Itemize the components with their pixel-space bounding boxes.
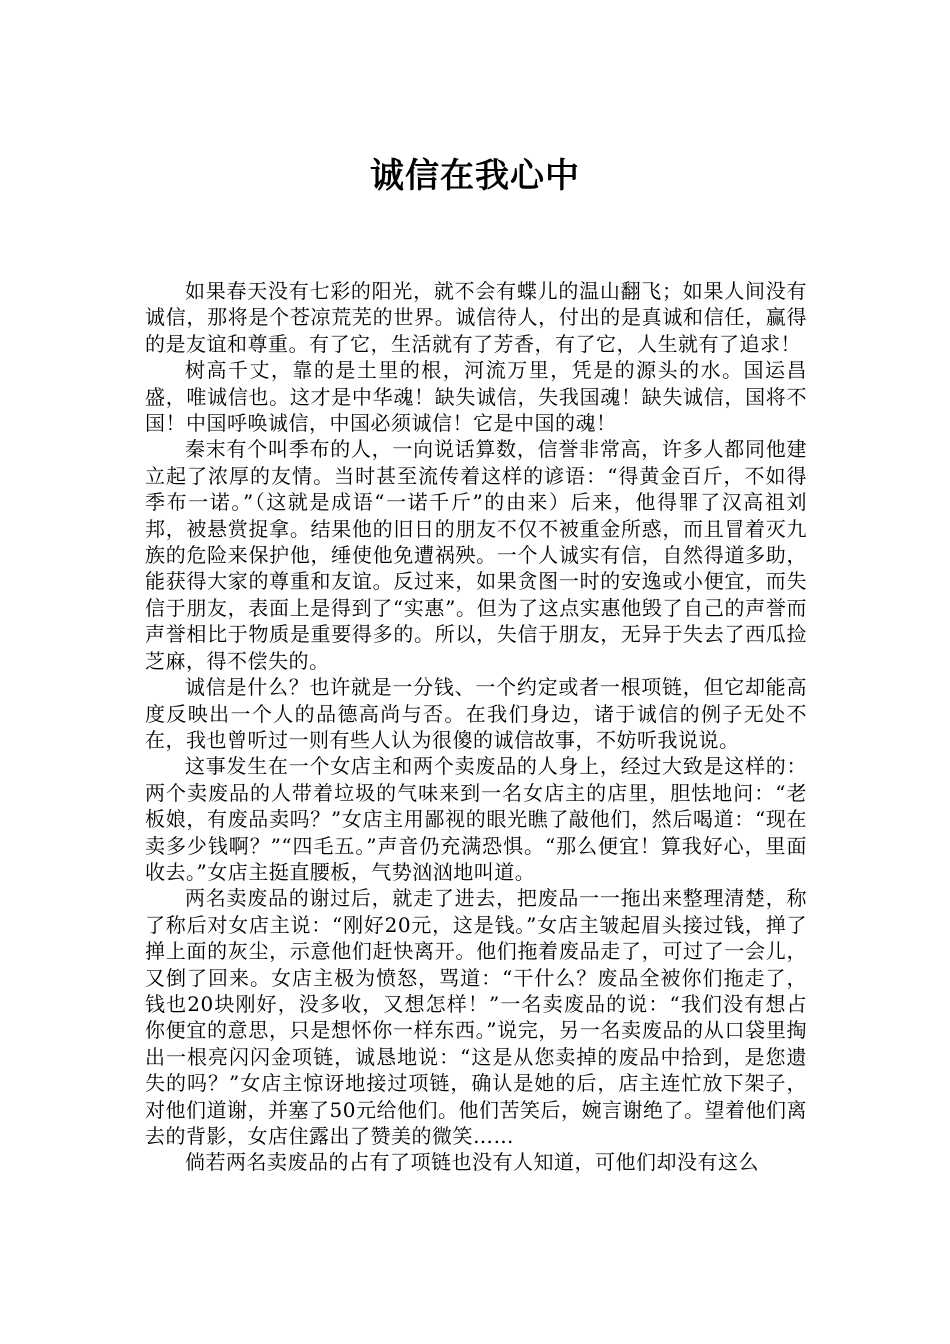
paragraph: 两名卖废品的谢过后，就走了进去，把废品一一拖出来整理清楚，称了称后对女店主说：“刚好20元，这是钱。”女店主皱起眉头接过钱，掸了掸上面的灰尘，示意他们赶快离开。他们拖着废品走了，可过了一会儿，又倒了回来。女店主极为愤怒，骂道：“干什么？废品全被你们拖走了，钱也20块刚好，没多收，又想怎样！”一名卖废品的说：“我们没有想占你便宜的意思，只是想怀你一样东西。”说完，另一名卖废品的从口袋里掏出一根亮闪闪金项链，诚恳地说：“这是从您卖掉的废品中拾到，是您遗失的吗？”女店主惊讶地接过项链，确认是她的后，店主连忙放下架子，对他们道谢，并塞了50元给他们。他们苦笑后，婉言谢绝了。望着他们离去的背影，女店住露出了赞美的微笑…… [145, 886, 807, 1148]
paragraph: 这事发生在一个女店主和两个卖废品的人身上，经过大致是这样的：两个卖废品的人带着垃圾的气味来到一名女店主的店里，胆怯地问：“老板娘，有废品卖吗？”女店主用鄙视的眼光瞧了敲他们，然后喝道：“现在卖多少钱啊？”“四毛五。”声音仍充满恐惧。“那么便宜！算我好心，里面收去。”女店主挺直腰板，气势汹汹地叫道。 [145, 754, 807, 884]
paragraph: 秦末有个叫季布的人，一向说话算数，信誉非常高，许多人都同他建立起了浓厚的友情。当时甚至流传着这样的谚语：“得黄金百斤，不如得季布一诺。”（这就是成语“一诺千斤”的由来）后来，他得罪了汉高祖刘邦，被悬赏捉拿。结果他的旧日的朋友不仅不被重金所惑，而且冒着灭九族的危险来保护他，缍使他免遭祸殃。一个人诚实有信，自然得道多助，能获得大家的尊重和友谊。反过来，如果贪图一时的安逸或小便宜，而失信于朋友，表面上是得到了“实惠”。但为了这点实惠他毁了自己的声誉而声誉相比于物质是重要得多的。所以，失信于朋友，无异于失去了西瓜捡芝麻，得不偿失的。 [145, 437, 807, 673]
paragraph: 倘若两名卖废品的占有了项链也没有人知道，可他们却没有这么 [185, 1150, 759, 1175]
paragraph: 树高千丈，靠的是土里的根，河流万里，凭是的源头的水。国运昌盛，唯诚信也。这才是中华魂！缺失诚信，失我国魂！缺失诚信，国将不国！中国呼唤诚信，中国必须诚信！它是中国的魂！ [145, 358, 807, 436]
paragraph: 如果春天没有七彩的阳光，就不会有蝶儿的温山翻飞；如果人间没有诚信，那将是个苍凉荒芜的世界。诚信待人，付出的是真诚和信任，赢得的是友谊和尊重。有了它，生活就有了芳香，有了它，人生就有了追求！ [145, 279, 807, 356]
document-title: 诚信在我心中 [370, 156, 580, 196]
document-body [145, 278, 807, 1176]
paragraph: 诚信是什么？也许就是一分钱、一个约定或者一根项链，但它却能高度反映出一个人的品德高尚与否。在我们身边，诸于诚信的例子无处不在，我也曾听过一则有些人认为很傻的诚信故事，不妨听我说说。 [145, 675, 807, 752]
